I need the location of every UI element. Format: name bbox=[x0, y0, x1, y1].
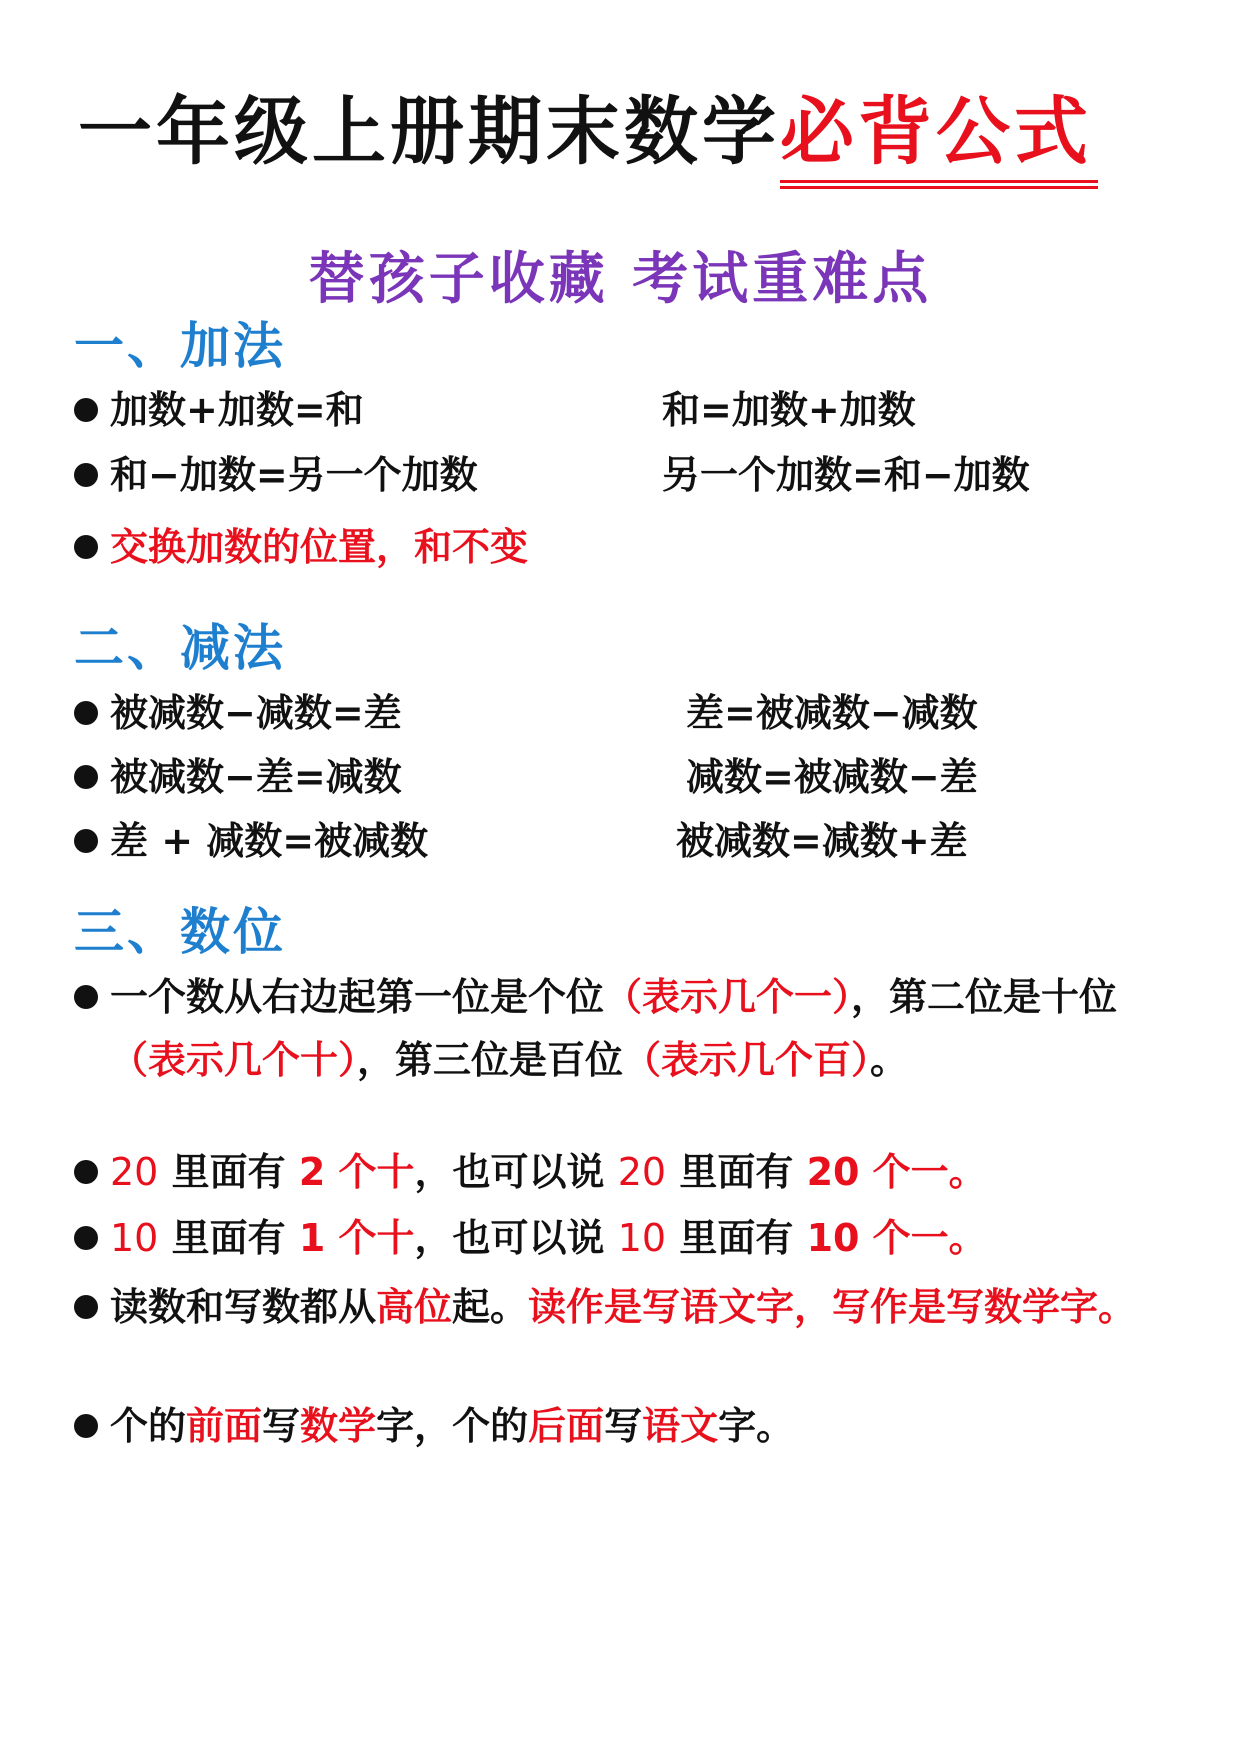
para-highlight: 读作是写语文字，写作是写数学字。 bbox=[528, 1285, 1137, 1329]
para-text: 读数和写数都从 bbox=[110, 1285, 377, 1329]
number: 20 bbox=[617, 1150, 667, 1194]
ones-rule bbox=[74, 1405, 794, 1449]
number: 10 bbox=[617, 1216, 667, 1260]
formula-left: 被减数−减数=差 bbox=[110, 691, 402, 735]
text: ，也可以说 bbox=[414, 1150, 618, 1194]
para-text: 一个数从右边起第一位是个位 bbox=[110, 975, 605, 1019]
bullet-icon bbox=[74, 765, 98, 789]
formula-right: 和=加数+加数 bbox=[662, 388, 916, 432]
text: 字。 bbox=[718, 1404, 795, 1448]
formula-left: 和−加数=另一个加数 bbox=[110, 453, 478, 497]
highlight: 10 个一。 bbox=[806, 1216, 987, 1260]
para-text: 起。 bbox=[452, 1285, 529, 1329]
highlight: 前面 bbox=[186, 1404, 263, 1448]
para-text: ，第三位是百位 bbox=[357, 1038, 624, 1082]
text: 里面有 bbox=[666, 1216, 807, 1260]
highlight: 数学 bbox=[300, 1404, 377, 1448]
page-subtitle: 替孩子收藏 考试重难点 bbox=[308, 247, 933, 312]
text: 里面有 bbox=[158, 1150, 299, 1194]
highlight: 后面 bbox=[528, 1404, 605, 1448]
tens-fact-20 bbox=[74, 1151, 987, 1195]
page-title bbox=[78, 89, 1092, 175]
bullet-icon bbox=[74, 829, 98, 853]
bullet-icon bbox=[74, 701, 98, 725]
text: 字，个的 bbox=[376, 1404, 529, 1448]
formula-row bbox=[74, 756, 402, 800]
bullet-icon bbox=[74, 1160, 98, 1184]
para-text: 。 bbox=[870, 1038, 909, 1082]
rule-note bbox=[74, 526, 528, 570]
para-highlight: 高位 bbox=[376, 1285, 453, 1329]
place-value-paragraph bbox=[74, 966, 1174, 1092]
highlight: 语文 bbox=[642, 1404, 719, 1448]
para-highlight: （表示几个十） bbox=[110, 1038, 358, 1082]
bullet-icon bbox=[74, 398, 98, 422]
formula-left: 差 + 减数=被减数 bbox=[110, 819, 429, 863]
formula-row bbox=[74, 389, 364, 433]
formula-right: 被减数=减数+差 bbox=[676, 819, 968, 863]
formula-row bbox=[74, 454, 478, 498]
formula-right: 减数=被减数−差 bbox=[686, 755, 978, 799]
reading-writing-paragraph bbox=[74, 1276, 1174, 1339]
formula-row bbox=[74, 820, 428, 864]
formula-right: 另一个加数=和−加数 bbox=[662, 453, 1030, 497]
bullet-icon bbox=[74, 985, 98, 1009]
bullet-icon bbox=[74, 1414, 98, 1438]
text: 个的 bbox=[110, 1404, 187, 1448]
para-highlight: （表示几个百） bbox=[623, 1038, 871, 1082]
text: 写 bbox=[262, 1404, 301, 1448]
formula-right: 差=被减数−减数 bbox=[686, 691, 978, 735]
bullet-icon bbox=[74, 1295, 98, 1319]
bullet-icon bbox=[74, 463, 98, 487]
section-heading-place-value: 三、数位 bbox=[74, 903, 286, 961]
text: ，也可以说 bbox=[414, 1216, 618, 1260]
number: 10 bbox=[110, 1216, 159, 1260]
highlight: 2 个十 bbox=[298, 1150, 415, 1194]
section-heading-subtraction: 二、减法 bbox=[74, 619, 286, 677]
formula-left: 被减数−差=减数 bbox=[110, 755, 402, 799]
highlight: 20 个一。 bbox=[806, 1150, 987, 1194]
formula-row bbox=[74, 692, 402, 736]
bullet-icon bbox=[74, 1226, 98, 1250]
para-text: ，第二位是十位 bbox=[851, 975, 1118, 1019]
number: 20 bbox=[110, 1150, 159, 1194]
section-heading-addition: 一、加法 bbox=[74, 317, 286, 375]
tens-fact-10 bbox=[74, 1217, 987, 1261]
bullet-icon bbox=[74, 535, 98, 559]
formula-left: 加数+加数=和 bbox=[110, 388, 364, 432]
text: 里面有 bbox=[158, 1216, 299, 1260]
commutative-note: 交换加数的位置，和不变 bbox=[110, 525, 529, 569]
highlight: 1 个十 bbox=[298, 1216, 415, 1260]
title-accent: 必背公式 bbox=[780, 89, 1092, 175]
text: 写 bbox=[604, 1404, 643, 1448]
title-main: 一年级上册期末数学 bbox=[78, 89, 780, 175]
para-highlight: （表示几个一） bbox=[604, 975, 852, 1019]
text: 里面有 bbox=[666, 1150, 807, 1194]
